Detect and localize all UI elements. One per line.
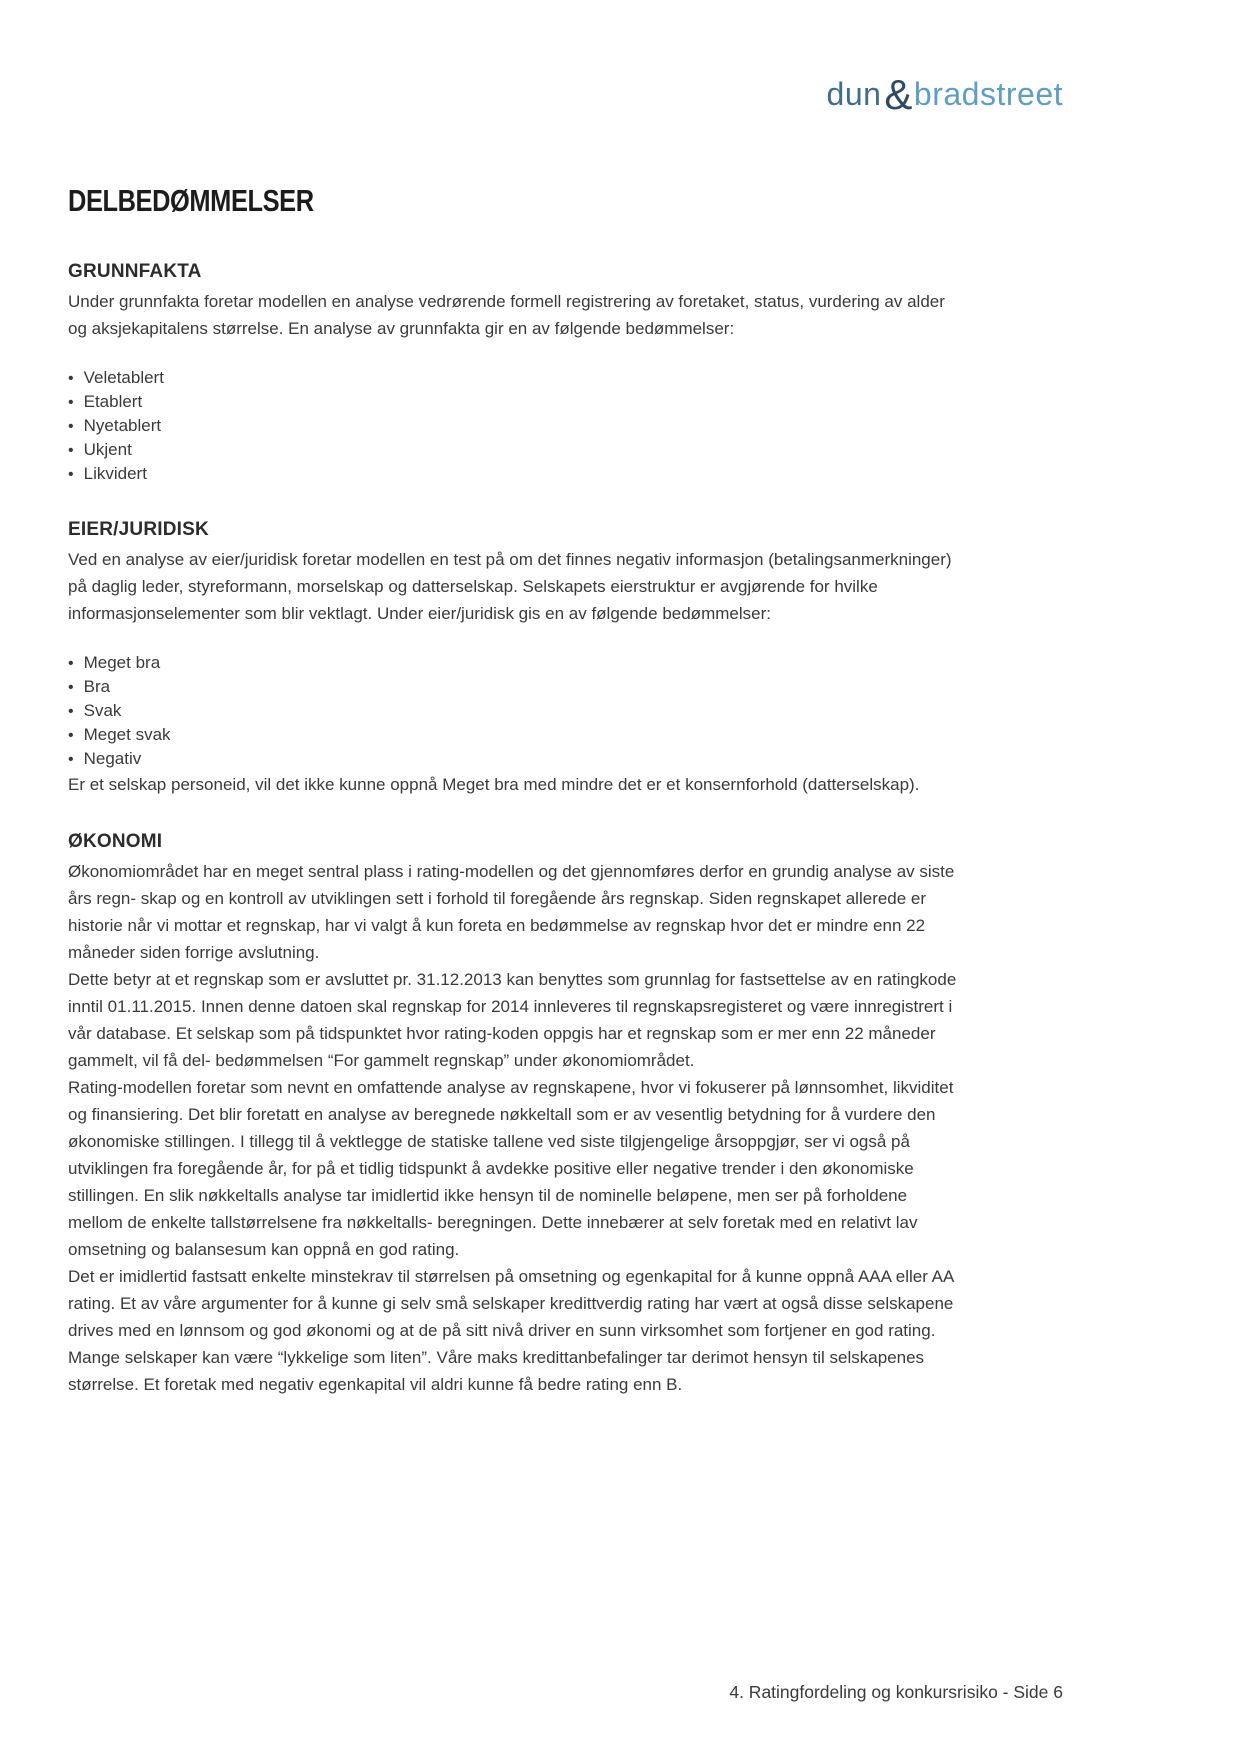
list-item-label: Likvidert [83,464,147,483]
bullet-icon: • [68,655,74,672]
list-item [68,651,958,675]
okonomi-paragraph-2: Dette betyr at et regnskap som er avsluttet pr. 31.12.2013 kan benyttes som grunnlag for fastsettelse av en ratingkode inntil 01.11.2015. Innen denne datoen skal regnskap for 2014 innleveres til regnskapsregisteret og være innregistrert i vår database. Et selskap som på tidspunktet hvor rating-koden oppgis har et regnskap som er mer enn 22 måneder gammelt, vil få del- bedømmelsen “For gammelt regnskap” under økonomiområdet. [68,970,957,1070]
section-heading-eier-juridisk: EIER/JURIDISK [68,519,209,540]
list-item-label: Svak [83,701,122,720]
list-item [68,414,958,438]
list-item-label: Meget bra [83,653,161,672]
section-intro-eier-juridisk: Ved en analyse av eier/juridisk foretar modellen en test på om det finnes negativ informasjon (betalingsanmerkninger) på daglig leder, styreformann, morselskap og datterselskap. Selskapets eierstruktur er avgjørende for hvilke informasjonselementer som blir vektlagt. Under eier/juridisk gis en av følgende bedømmelser: [68,550,952,623]
section-eier-juridisk [68,518,958,798]
list-item-label: Ukjent [83,440,132,459]
list-item-label: Meget svak [83,725,171,744]
document-content [68,184,958,1398]
page-title: DELBEDØMMELSER [68,183,314,218]
bullet-icon: • [68,466,74,483]
logo-text-dun: dun [826,76,882,112]
grunnfakta-assessment-list [68,366,958,486]
bullet-icon: • [68,703,74,720]
list-item [68,462,958,486]
bullet-icon: • [68,727,74,744]
section-intro-grunnfakta: Under grunnfakta foretar modellen en analyse vedrørende formell registrering av foretaket, status, vurdering av alder og aksjekapitalens størrelse. En analyse av grunnfakta gir en av følgende bedømmelser: [68,292,945,338]
bullet-icon: • [68,394,74,411]
list-item [68,747,958,771]
section-heading-okonomi: ØKONOMI [68,831,163,852]
list-item-label: Veletablert [83,368,164,387]
list-item-label: Etablert [83,392,143,411]
okonomi-paragraph-1: Økonomiområdet har en meget sentral plass i rating-modellen og det gjennomføres derfor en grundig analyse av siste års regn- skap og en kontroll av utviklingen sett i forhold til foregående års regnskap. Siden regnskapet allerede er historie når vi mottar et regnskap, har vi valgt å kun foreta en bedømmelse av regnskap hvor det er mindre enn 22 måneder siden forrige avslutning. [68,862,955,962]
list-item-label: Negativ [83,749,142,768]
dun-bradstreet-logo [826,70,1063,118]
bullet-icon: • [68,418,74,435]
section-okonomi [68,830,958,1398]
okonomi-paragraph-3: Rating-modellen foretar som nevnt en omfattende analyse av regnskapene, hvor vi fokuserer på lønnsomhet, likviditet og finansiering. Det blir foretatt en analyse av beregnede nøkkeltall som er av vesentlig betydning for å vurdere den økonomiske stillingen. I tillegg til å vektlegge de statiske tallene ved siste tilgjengelige årsoppgjør, ser vi også på utviklingen fra foregående år, for på et tidlig tidspunkt å avdekke positive eller negative trender i den økonomiske stillingen. En slik nøkkeltalls analyse tar imidlertid ikke hensyn til de nominelle beløpene, men ser på forholdene mellom de enkelte tallstørrelsene fra nøkkeltalls- beregningen. Dette innebærer at selv foretak med en relativt lav omsetning og balansesum kan oppnå en god rating. [68,1078,954,1259]
list-item-label: Bra [83,677,111,696]
bullet-icon: • [68,751,74,768]
personeid-note: Er et selskap personeid, vil det ikke kunne oppnå Meget bra med mindre det er et konsernforhold (datterselskap). [68,775,920,794]
page-footer [729,1682,1063,1703]
eier-juridisk-assessment-list [68,651,958,771]
bullet-icon: • [68,442,74,459]
list-item [68,366,958,390]
section-heading-grunnfakta: GRUNNFAKTA [68,261,202,282]
okonomi-paragraph-4: Det er imidlertid fastsatt enkelte minstekrav til størrelsen på omsetning og egenkapital for å kunne oppnå AAA eller AA rating. Et av våre argumenter for å kunne gi selv små selskaper kredittverdig rating har vært at også disse selskapene drives med en lønnsom og god økonomi og at de på sitt nivå driver en sunn virksomhet som fortjener en god rating. Mange selskaper kan være “lykkelige som liten”. Våre maks kredittanbefalinger tar derimot hensyn til selskapenes størrelse. Et foretak med negativ egenkapital vil aldri kunne få bedre rating enn B. [68,1267,954,1394]
list-item [68,438,958,462]
footer-text: 4. Ratingfordeling og konkursrisiko - Side 6 [729,1682,1063,1702]
logo-text-bradstreet: bradstreet [913,76,1063,112]
list-item [68,723,958,747]
section-grunnfakta [68,260,958,486]
list-item-label: Nyetablert [83,416,162,435]
bullet-icon: • [68,679,74,696]
logo-ampersand-icon: & [884,71,913,118]
bullet-icon: • [68,370,74,387]
list-item [68,390,958,414]
list-item [68,675,958,699]
list-item [68,699,958,723]
